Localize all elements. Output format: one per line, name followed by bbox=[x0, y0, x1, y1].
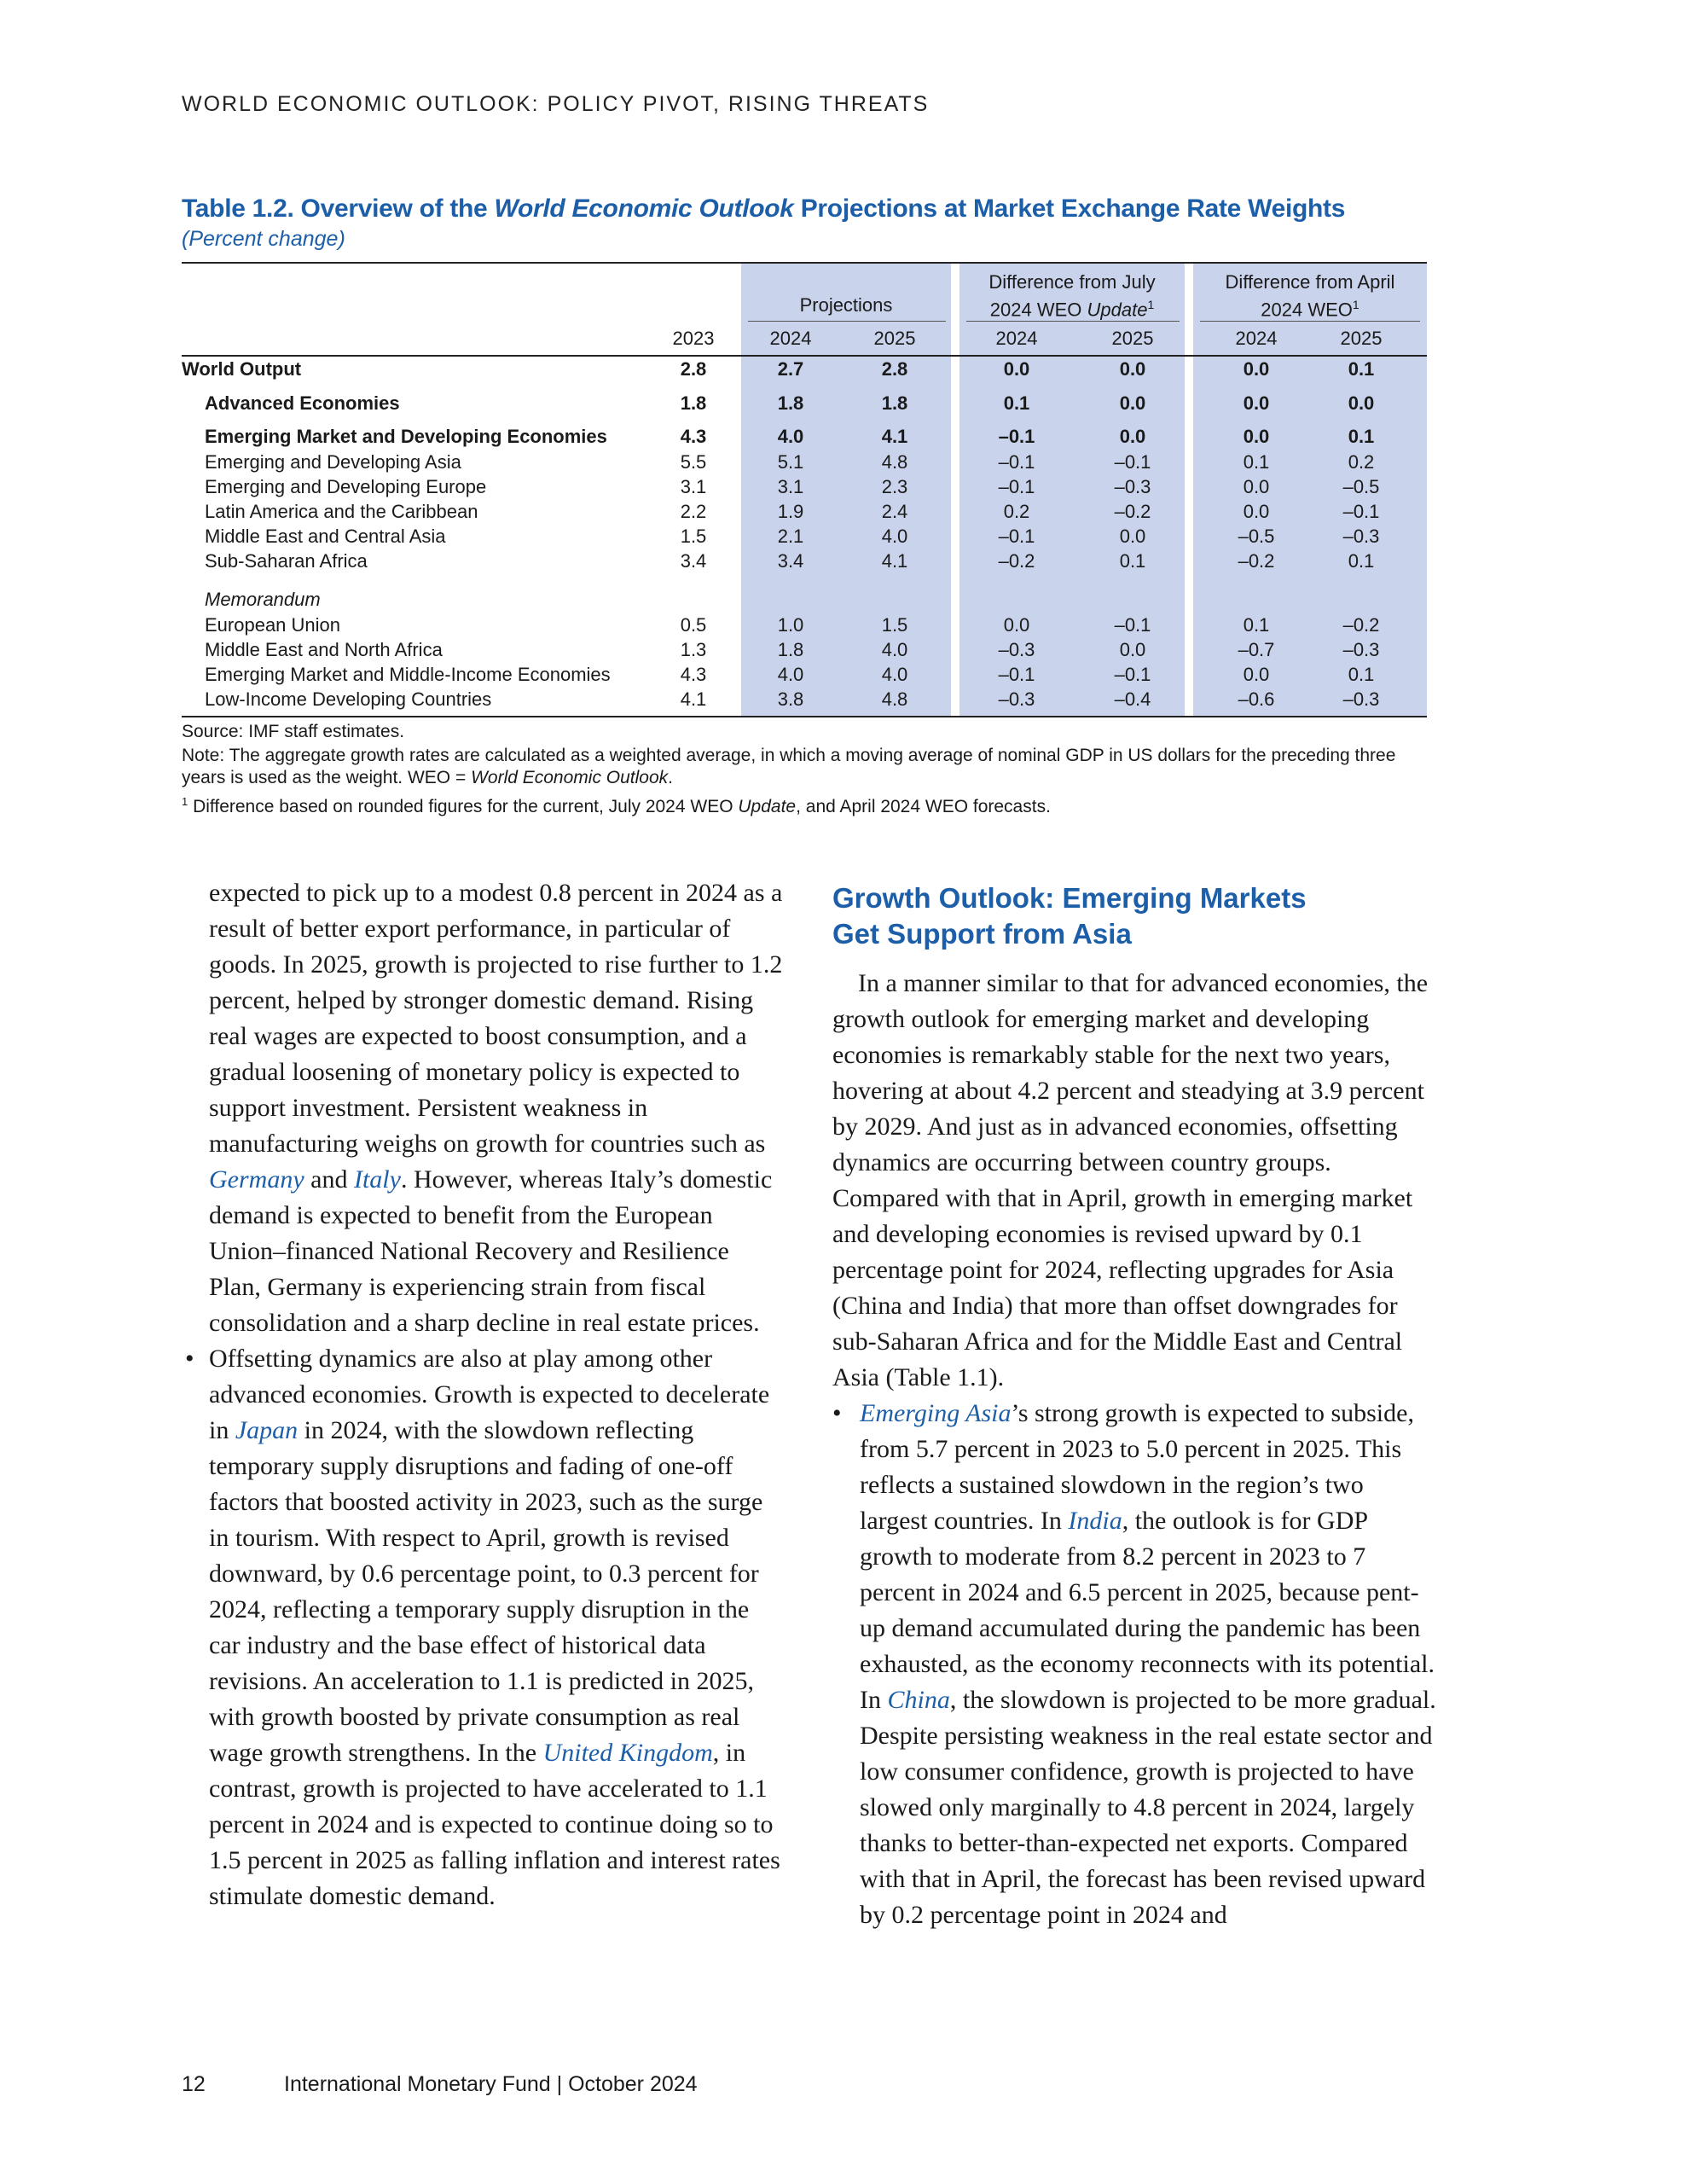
right-bullet-item bbox=[832, 1396, 1436, 1933]
link-united-kingdom[interactable]: United Kingdom bbox=[542, 1739, 713, 1767]
right-bullet-text-b: , the outlook is for GDP growth to moderate from 8.2 percent in 2023 to 7 percent in 2024 and 6.5 percent in 2025, because pent-up demand accumulated during the pandemic has been exhausted, as the economy reconnects with its potential. In bbox=[860, 1507, 1435, 1714]
running-head: WORLD ECONOMIC OUTLOOK: POLICY PIVOT, RISING THREATS bbox=[182, 92, 930, 116]
table-cell: –0.1 bbox=[1342, 501, 1380, 522]
table-source: Source: IMF staff estimates. bbox=[182, 722, 405, 741]
table-title bbox=[182, 195, 1345, 224]
table-cell: 2.8 bbox=[881, 358, 908, 380]
table-cell: 0.0 bbox=[1119, 639, 1146, 660]
table-cell: 0.0 bbox=[1119, 526, 1146, 547]
table-cell: –0.1 bbox=[1114, 664, 1151, 685]
footnote-text-a: Difference based on rounded figures for the current, July 2024 WEO bbox=[188, 797, 739, 816]
table-cell: 4.0 bbox=[881, 639, 908, 660]
table-cell: –0.3 bbox=[1342, 688, 1380, 710]
table-cell: 0.0 bbox=[1243, 426, 1270, 447]
table-cell: 0.1 bbox=[1003, 392, 1030, 414]
table-cell: 0.1 bbox=[1348, 664, 1375, 685]
table-cell: –0.3 bbox=[998, 688, 1035, 710]
table-cell: 0.0 bbox=[1243, 664, 1270, 685]
row-label: Emerging and Developing Asia bbox=[205, 451, 461, 473]
table-cell: –0.5 bbox=[1238, 526, 1275, 547]
row-label: Latin America and the Caribbean bbox=[205, 501, 478, 522]
left-bullet-text-b: in 2024, with the slowdown reflecting temporary supply disruptions and fading of one-off factors that boosted activity in 2023, such as the surge in tourism. With respect to April, growth is revised downward, by 0.6 percentage point, to 0.3 percent for 2024, reflecting a temporary supply disruption in the car industry and the base effect of historical data revisions. An acceleration to 1.1 is predicted in 2025, with growth boosted by private consumption as real wage growth strengthens. In the bbox=[209, 1416, 763, 1767]
row-label: European Union bbox=[205, 614, 341, 636]
table-title-suffix: Projections at Market Exchange Rate Weights bbox=[793, 195, 1346, 223]
table-cell: 5.5 bbox=[680, 451, 707, 473]
right-bullet-text-c: , the slowdown is projected to be more gradual. Despite persisting weakness in the real estate sector and low consumer confidence, growth is projected to have slowed only marginally to 4.8 percent in 2024, largely thanks to better-than-expected net exports. Compared with that in April, the forecast has been revised upward by 0.2 percentage point in 2024 and bbox=[860, 1686, 1436, 1929]
table-cell: 0.2 bbox=[1348, 451, 1375, 473]
table-cell: 5.1 bbox=[777, 451, 804, 473]
right-bullet-text-a: ’s strong growth is expected to subside, from 5.7 percent in 2023 to 5.0 percent in 2025. This reflects a sustained slowdown in the region’s two largest countries. In bbox=[860, 1399, 1414, 1535]
table-subtitle: (Percent change) bbox=[182, 227, 345, 251]
right-column bbox=[832, 966, 1436, 1933]
header-bottom-rule bbox=[182, 355, 1427, 357]
table-cell: 0.2 bbox=[1003, 501, 1030, 522]
table-title-prefix: Table 1.2. Overview of the bbox=[182, 195, 495, 223]
table-cell: –0.4 bbox=[1114, 688, 1151, 710]
table-cell: –0.7 bbox=[1238, 639, 1275, 660]
table-cell: 0.1 bbox=[1348, 550, 1375, 572]
table-cell: 1.8 bbox=[777, 639, 804, 660]
year-header: 2025 bbox=[1340, 328, 1383, 349]
link-china[interactable]: China bbox=[887, 1686, 950, 1714]
header-july-line2 bbox=[959, 293, 1185, 321]
left-paragraph bbox=[209, 875, 786, 1341]
header-april-line2 bbox=[1193, 293, 1427, 321]
section-heading: Growth Outlook: Emerging Markets Get Support from Asia bbox=[832, 882, 1307, 950]
table-cell: 4.1 bbox=[881, 550, 908, 572]
projections-table bbox=[182, 262, 1427, 716]
table-notes bbox=[182, 721, 1435, 820]
table-cell: 3.4 bbox=[777, 550, 804, 572]
table-cell: –0.2 bbox=[998, 550, 1035, 572]
table-cell: –0.3 bbox=[1114, 476, 1151, 497]
table-cell: 0.1 bbox=[1119, 550, 1146, 572]
table-cell: –0.1 bbox=[998, 451, 1035, 473]
table-cell: –0.3 bbox=[1342, 639, 1380, 660]
left-p1-text-b: and bbox=[304, 1165, 354, 1194]
table-note bbox=[182, 745, 1435, 789]
table-cell: 0.0 bbox=[1243, 358, 1270, 380]
table-cell: 0.1 bbox=[1243, 451, 1270, 473]
left-column bbox=[185, 875, 786, 1914]
table-cell: 0.0 bbox=[1243, 476, 1270, 497]
table-cell: 2.3 bbox=[881, 476, 908, 497]
link-italy[interactable]: Italy bbox=[353, 1165, 401, 1194]
row-label: Low-Income Developing Countries bbox=[205, 688, 492, 710]
header-july bbox=[959, 270, 1185, 321]
table-cell: –0.2 bbox=[1342, 614, 1380, 636]
table-cell: –0.1 bbox=[1114, 614, 1151, 636]
bullet-dot: • bbox=[832, 1399, 842, 1427]
header-july-sup: 1 bbox=[1147, 298, 1155, 311]
table-cell: 3.8 bbox=[777, 688, 804, 710]
header-april-sup: 1 bbox=[1352, 298, 1359, 311]
table-cell: –0.1 bbox=[998, 664, 1035, 685]
table-cell: 2.7 bbox=[777, 358, 804, 380]
footnote-marker: 1 bbox=[182, 795, 188, 808]
table-footnote bbox=[182, 791, 1435, 818]
footnote-text-italic: Update bbox=[738, 797, 797, 816]
table-cell: 0.0 bbox=[1119, 426, 1146, 447]
table-cell: 1.0 bbox=[777, 614, 804, 636]
left-bullet-item bbox=[185, 1341, 786, 1914]
table-cell: 4.0 bbox=[777, 426, 804, 447]
row-label: Sub-Saharan Africa bbox=[205, 550, 368, 572]
note-text-b: . bbox=[668, 768, 674, 787]
table-cell: 0.1 bbox=[1348, 358, 1375, 380]
table-cell: 1.5 bbox=[680, 526, 707, 547]
left-bullet-text-a: Offsetting dynamics are also at play among other advanced economies. Growth is expected to decelerate in bbox=[209, 1345, 770, 1444]
link-emerging-asia[interactable]: Emerging Asia bbox=[860, 1399, 1012, 1427]
header-april-line2a: 2024 WEO bbox=[1261, 299, 1353, 321]
header-july-line1: Difference from July bbox=[988, 271, 1156, 293]
table-cell: –0.1 bbox=[998, 526, 1035, 547]
table-top-rule bbox=[182, 262, 1427, 264]
table-cell: –0.1 bbox=[998, 426, 1035, 447]
table-cell: 0.0 bbox=[1348, 392, 1375, 414]
row-label: World Output bbox=[182, 358, 302, 380]
table-cell: 1.9 bbox=[777, 501, 804, 522]
table-cell: 4.8 bbox=[881, 688, 908, 710]
table-cell: 2.2 bbox=[680, 501, 707, 522]
note-text-a: Note: The aggregate growth rates are calculated as a weighted average, in which a moving average of nominal GDP in US dollars for the preceding three years is used as the weight. WEO = bbox=[182, 746, 1396, 787]
table-cell: 2.8 bbox=[680, 358, 707, 380]
table-cell: 0.0 bbox=[1119, 358, 1146, 380]
table-cell: 1.8 bbox=[777, 392, 804, 414]
table-cell: 3.4 bbox=[680, 550, 707, 572]
table-cell: 0.0 bbox=[1119, 392, 1146, 414]
table-cell: –0.2 bbox=[1238, 550, 1275, 572]
left-p1-text-c: . However, whereas Italy’s domestic demand is expected to benefit from the European Union–financed National Recovery and Resilience Plan, Germany is experiencing strain from fiscal consolidation and a sharp decline in real estate prices. bbox=[209, 1165, 773, 1337]
table-cell: 0.0 bbox=[1243, 501, 1270, 522]
table-cell: 0.1 bbox=[1348, 426, 1375, 447]
table-cell: 0.0 bbox=[1003, 614, 1030, 636]
table-cell: –0.1 bbox=[998, 476, 1035, 497]
table-cell: 4.0 bbox=[881, 526, 908, 547]
left-bullet-text-c: , in contrast, growth is projected to have accelerated to 1.1 percent in 2024 and is expected to continue doing so to 1.5 percent in 2025 as falling inflation and interest rates stimulate domestic demand. bbox=[209, 1739, 780, 1910]
row-label: Emerging Market and Developing Economies bbox=[205, 426, 607, 447]
year-header: 2024 bbox=[769, 328, 812, 349]
year-header: 2024 bbox=[995, 328, 1038, 349]
table-cell: 4.8 bbox=[881, 451, 908, 473]
link-germany[interactable]: Germany bbox=[209, 1165, 304, 1194]
header-july-line2i: Update bbox=[1087, 299, 1148, 321]
table-cell: 4.3 bbox=[680, 664, 707, 685]
table-cell: 0.0 bbox=[1003, 358, 1030, 380]
row-label: Emerging Market and Middle-Income Economies bbox=[205, 664, 611, 685]
table-bottom-rule bbox=[182, 716, 1427, 717]
table-cell: –0.1 bbox=[1114, 451, 1151, 473]
bullet-dot: • bbox=[185, 1345, 194, 1373]
link-japan[interactable]: Japan bbox=[235, 1416, 299, 1444]
link-india[interactable]: India bbox=[1068, 1507, 1122, 1535]
header-july-line2a: 2024 WEO bbox=[989, 299, 1087, 321]
footer-publication: International Monetary Fund | October 2024 bbox=[284, 2072, 698, 2096]
table-cell: –0.5 bbox=[1342, 476, 1380, 497]
table-cell: 0.0 bbox=[1243, 392, 1270, 414]
table-cell: –0.6 bbox=[1238, 688, 1275, 710]
header-april bbox=[1193, 270, 1427, 321]
table-title-italic: World Economic Outlook bbox=[494, 195, 794, 223]
table-cell: –0.3 bbox=[1342, 526, 1380, 547]
row-label: Emerging and Developing Europe bbox=[205, 476, 487, 497]
table-cell: 0.1 bbox=[1243, 614, 1270, 636]
year-header: 2025 bbox=[873, 328, 916, 349]
row-label: Middle East and North Africa bbox=[205, 639, 443, 660]
table-cell: 3.1 bbox=[680, 476, 707, 497]
header-april-line1: Difference from April bbox=[1225, 271, 1395, 293]
table-cell: 0.5 bbox=[680, 614, 707, 636]
table-cell: 1.8 bbox=[680, 392, 707, 414]
row-label: Advanced Economies bbox=[205, 392, 400, 414]
table-cell: –0.3 bbox=[998, 639, 1035, 660]
table-cell: –0.2 bbox=[1114, 501, 1151, 522]
footnote-text-b: , and April 2024 WEO forecasts. bbox=[796, 797, 1051, 816]
table-cell: 4.1 bbox=[881, 426, 908, 447]
table-cell: 4.3 bbox=[680, 426, 707, 447]
table-cell: 4.1 bbox=[680, 688, 707, 710]
row-label: Memorandum bbox=[205, 589, 321, 610]
table-cell: 2.4 bbox=[881, 501, 908, 522]
year-header: 2025 bbox=[1111, 328, 1154, 349]
table-cell: 1.5 bbox=[881, 614, 908, 636]
row-label: Middle East and Central Asia bbox=[205, 526, 446, 547]
note-text-italic: World Economic Outlook bbox=[471, 768, 669, 787]
table-cell: 3.1 bbox=[777, 476, 804, 497]
table-cell: 4.0 bbox=[881, 664, 908, 685]
year-header: 2024 bbox=[1235, 328, 1278, 349]
table-cell: 1.8 bbox=[881, 392, 908, 414]
table-cell: 4.0 bbox=[777, 664, 804, 685]
header-projections: Projections bbox=[799, 294, 893, 316]
left-p1-text-a: expected to pick up to a modest 0.8 percent in 2024 as a result of better export performance, in particular of goods. In 2025, growth is projected to rise further to 1.2 percent, helped by stronger domestic demand. Rising real wages are expected to boost consumption, and a gradual loosening of monetary policy is expected to support investment. Persistent weakness in manufacturing weighs on growth for countries such as bbox=[209, 879, 783, 1158]
table-cell: 1.3 bbox=[680, 639, 707, 660]
table-cell: 2.1 bbox=[777, 526, 804, 547]
year-header: 2023 bbox=[672, 328, 715, 349]
group-rule-projections bbox=[748, 321, 946, 322]
page-number: 12 bbox=[182, 2072, 206, 2096]
right-paragraph: In a manner similar to that for advanced economies, the growth outlook for emerging market and developing economies is remarkably stable for the next two years, hovering at about 4.2 percent and steadying at 3.9 percent by 2029. And just as in advanced economies, offsetting dynamics are occurring between country groups. Compared with that in April, growth in emerging market and developing economies is revised upward by 0.1 percentage point for 2024, reflecting upgrades for Asia (China and India) that more than offset downgrades for sub-Saharan Africa and for the Middle East and Central Asia (Table 1.1). bbox=[832, 969, 1429, 1391]
